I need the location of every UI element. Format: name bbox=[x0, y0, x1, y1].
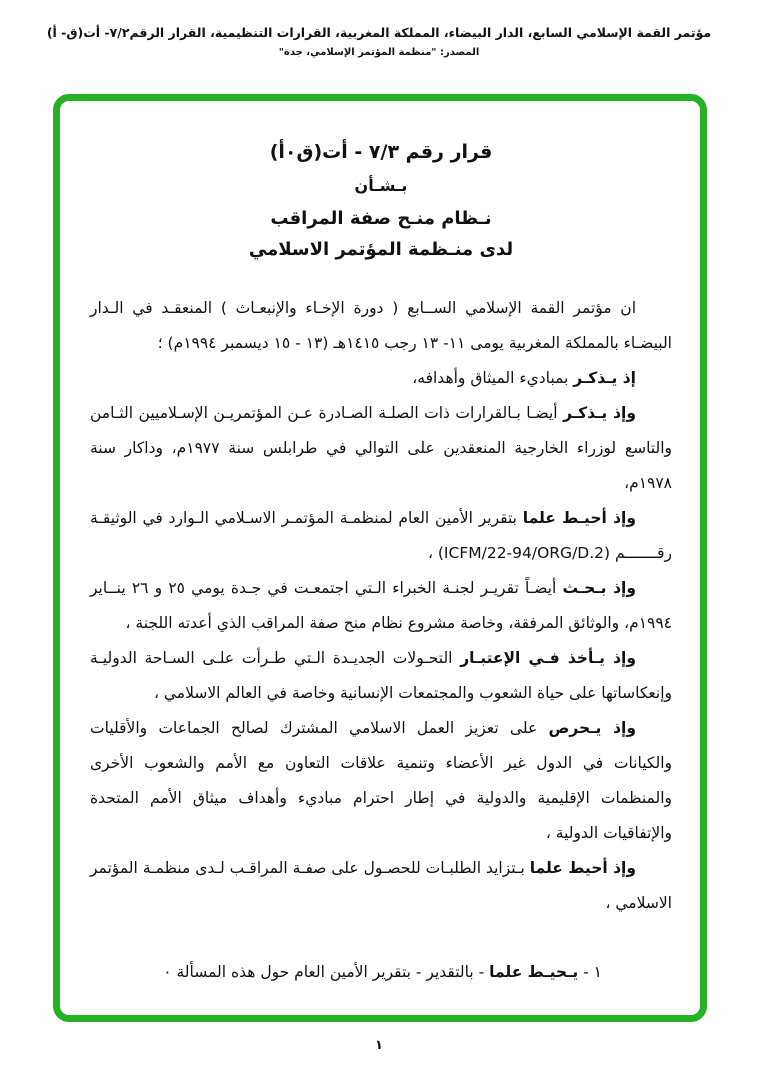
resolution-body bbox=[90, 291, 672, 990]
preamble-paragraph bbox=[90, 396, 672, 501]
paragraph-text: بتقرير الأمين العام لمنظمـة المؤتمـر الاسـلامي الـوارد في الوثيقـة رقـــــــم (ICFM/22-94/ORG/D.2) ، bbox=[90, 509, 672, 562]
paragraph-text: بمباديء الميثاق وأهدافه، bbox=[412, 369, 569, 387]
paragraph-text: أيضـاً تقريـر لجنـة الخبراء الـتي اجتمعـت في جـدة يومي ٢٥ و ٢٦ ينــاير ١٩٩٤م، والوثائق المرفقة، وخاصة مشروع نظام منح صفة المراقب الذي أعدته اللجنة ، bbox=[90, 579, 672, 632]
resolution-title-block bbox=[90, 140, 672, 261]
paragraph-text: ان مؤتمر القمة الإسلامي الســابع ( دورة الإخـاء والإنبعـاث ) المنعقـد في الـدار البيضـاء بالمملكة المغربية يومى ١١- ١٣ رجب ١٤١٥هـ (١٣ - ١٥ ديسمبر ١٩٩٤م) ؛ bbox=[90, 299, 672, 352]
preamble-paragraph bbox=[90, 501, 672, 571]
preamble-paragraph bbox=[90, 711, 672, 851]
paragraph-lead: وإذ يـذكـر bbox=[563, 404, 637, 422]
regarding-title: بـشـأن bbox=[354, 176, 408, 195]
preamble-paragraph bbox=[90, 291, 672, 361]
paragraph-lead: وإذ أحيط علما bbox=[529, 859, 636, 877]
resolution-number-title: قرار رقم ٧/٣ - أت(ق٠أ) bbox=[269, 141, 493, 163]
paragraph-lead: وإذ يـحرص bbox=[548, 719, 636, 737]
page-number: ١ bbox=[375, 1038, 383, 1053]
preamble-paragraph bbox=[90, 361, 672, 396]
paragraph-text: على تعزيز العمل الاسلامي المشترك لصالح الجماعات والأقليات والكيانات في الدول غير الأعضاء وتنمية علاقات التعاون مع الأمم والشعوب الأخرى والمنظمات الإقليمية والدولية في إطار احترام مباديء وأهداف ميثاق الأمم المتحدة والإتفاقيات الدولية ، bbox=[90, 719, 672, 842]
preamble-paragraph bbox=[90, 851, 672, 921]
item-lead: يـحيـط علما bbox=[489, 963, 579, 981]
paragraph-text: بـتزايد الطلبـات للحصـول على صفـة المراقـب لـدى منظمـة المؤتمر الاسلامي ، bbox=[90, 859, 672, 912]
operative-item bbox=[90, 955, 672, 990]
paragraph-text: التحـولات الجديـدة الـتي طـرأت علـى السـاحة الدوليـة وإنعكاساتها على حياة الشعوب والمجتمعات الإنسانية وخاصة في العالم الاسلامي ، bbox=[90, 649, 672, 702]
preamble-paragraph bbox=[90, 641, 672, 711]
resolution-document bbox=[90, 140, 672, 990]
paragraph-lead: إذ يـذكـر bbox=[573, 369, 636, 387]
paragraph-lead: وإذ بـحـث bbox=[562, 579, 636, 597]
item-text: - بالتقدير - بتقرير الأمين العام حول هذه المسألة ٠ bbox=[163, 963, 485, 981]
preamble-paragraph bbox=[90, 571, 672, 641]
paragraph-text: أيضـا بـالقرارات ذات الصلـة الصـادرة عـن المؤتمريـن الإسـلاميين الثـامن والتاسع لوزراء الخارجية المنعقدين على التوالي في طرابلس سنة ١٩٧٧م، وداكار سنة ١٩٧٨م، bbox=[90, 404, 672, 492]
archive-header-citation: مؤتمر القمة الإسلامي السابع، الدار البيضاء، المملكة المغربية، القرارات التنظيمية، القرار الرقم٧/٢- أت(ق- أ) bbox=[46, 25, 712, 40]
archive-header bbox=[30, 24, 728, 58]
item-number: ١ - bbox=[583, 963, 602, 981]
paragraph-lead: وإذ أحيـط علما bbox=[522, 509, 636, 527]
archive-header-source: المصدر: "منظمة المؤتمر الإسلامي، جدة" bbox=[278, 47, 480, 58]
subject-title-line2: لدى منـظمة المؤتمر الاسلامي bbox=[248, 239, 514, 260]
subject-title-line1: نـظام منـح صفة المراقب bbox=[270, 208, 492, 229]
paragraph-lead: وإذ يـأخذ فـي الإعتبـار bbox=[460, 649, 636, 667]
